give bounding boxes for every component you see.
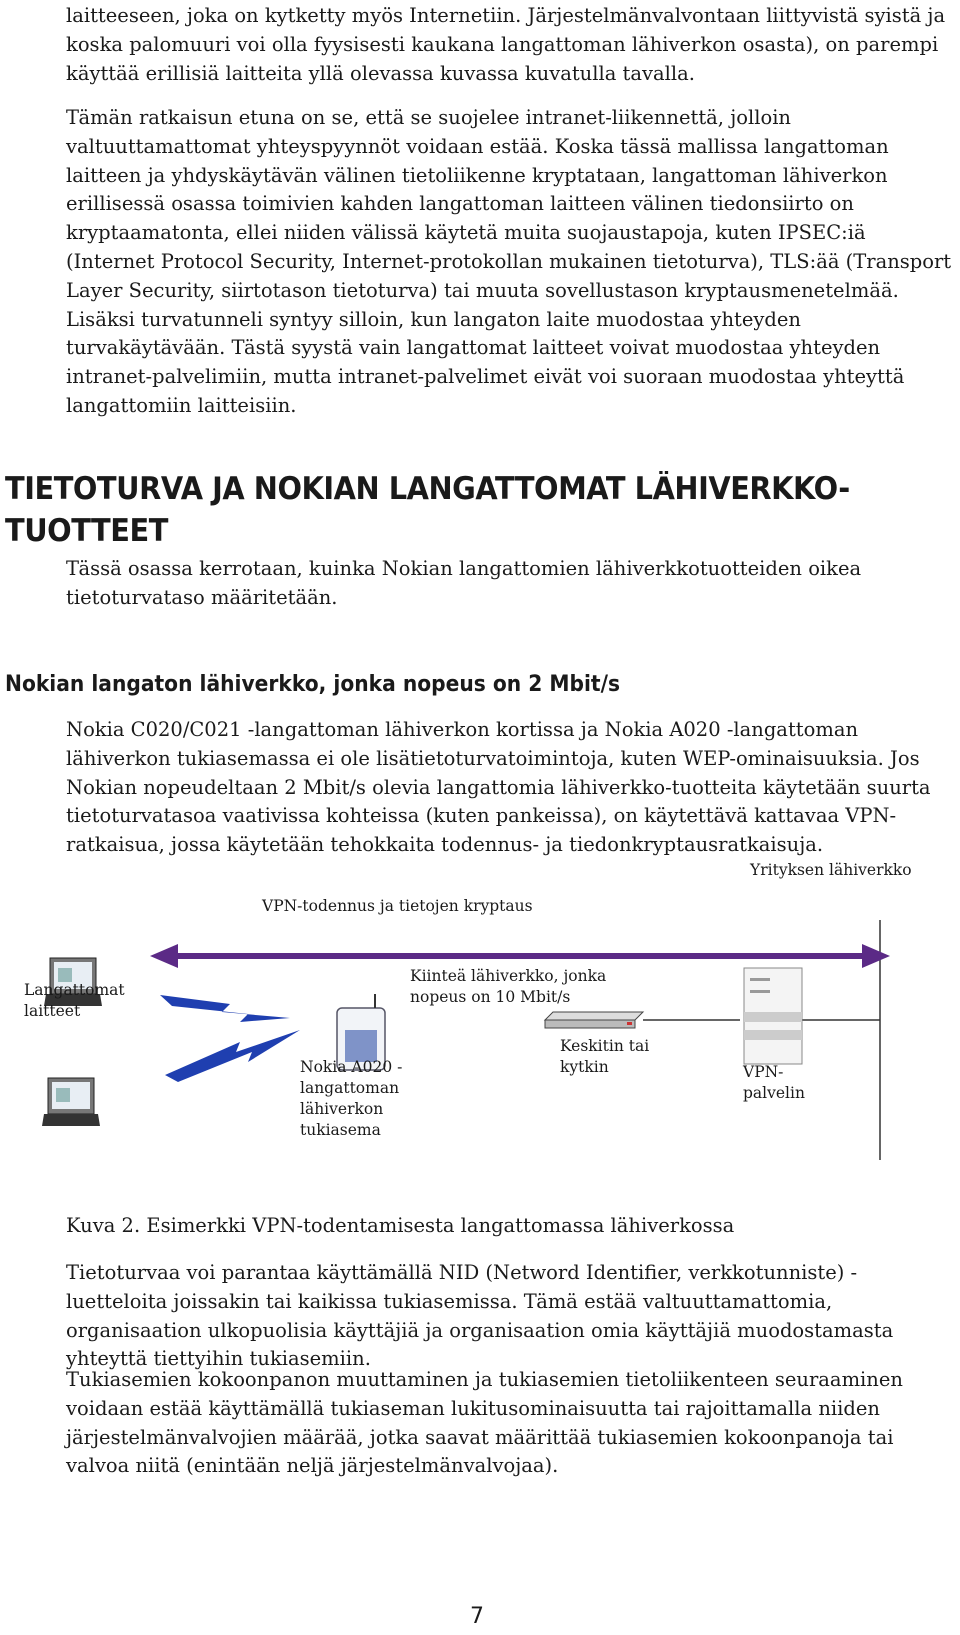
figure-caption: Kuva 2. Esimerkki VPN-todentamisesta langattomassa lähiverkossa [66,1214,735,1237]
paragraph-nid-lists: Tietoturvaa voi parantaa käyttämällä NID (Netword Identifier, verkkotunniste) -luetteloita joissakin tai kaikissa tukiasemissa. Tämä estää valtuuttamattomia, organisaation ulkopuolisia käyttäjiä ja organisaation omia käyttäjiä muodostamasta yhteyttä tiettyihin tukiasemiin. [66,1261,894,1371]
vpn-figure [0,900,960,1200]
section-heading: TIETOTURVA JA NOKIAN LANGATTOMAT LÄHIVERKKO-TUOTTEET [5,471,850,549]
access-point-label: Nokia A020 -langattoman lähiverkon tukiasema [300,1058,403,1139]
hub-label: Keskitin tai kytkin [560,1037,650,1076]
paragraph-solution-benefits: Tämän ratkaisun etuna on se, että se suojelee intranet-liikennettä, jolloin valtuuttamattomat yhteyspyynnöt voidaan estää. Koska tässä mallissa langattoman laitteen ja yhdyskäytävän välinen tietoliikenne kryptataan, langattoman lähiverkon erillisessä osassa toimivien kahden langattoman laitteen välinen tiedonsiirto on kryptaamatonta, ellei niiden välissä käytetä muita suojaustapoja, kuten IPSEC:iä (Internet Protocol Security, Internet-protokollan mukainen tietoturva), TLS:ää (Transport Layer Security, siirtotason tietoturva) tai muuta sovellustason kryptausmenetelmää. Lisäksi turvatunneli syntyy silloin, kun langaton laite muodostaa yhteyden turvakäytävään. Tästä syystä vain langattomat laitteet voivat muodostaa yhteyden intranet-palvelimiin, mutta intranet-palvelimet eivät voi suoraan muodostaa yhteyttä langattomiin laitteisiin. [66,106,952,417]
fixed-lan-label: Kiinteä lähiverkko, jonka nopeus on 10 Mbit/s [410,967,607,1006]
wireless-devices-label: Langattomat laitteet [24,981,125,1020]
vpn-server-label: VPN-palvelin [743,1063,805,1102]
vpn-arrow-label: VPN-todennus ja tietojen kryptaus [262,897,533,915]
laptop-icon [42,1078,100,1126]
wireless-signal-icon [160,995,290,1022]
paragraph-nokia-2mbit: Nokia C020/C021 -langattoman lähiverkon kortissa ja Nokia A020 -langattoman lähiverkon tukiasemassa ei ole lisätietoturvatoimintoja, kuten WEP-ominaisuuksia. Jos Nokian nopeudeltaan 2 Mbit/s olevia langattomia lähiverkko-tuotteita käytetään suurta tietoturvatasoa vaativissa kohteissa (kuten pankeissa), on käytettävä kattavaa VPN-ratkaisua, jossa käytetään tehokkaita todennus- ja tiedonkryptausratkaisuja. [66,718,931,857]
wireless-signal-icon [165,1030,300,1082]
subsection-heading: Nokian langaton lähiverkko, jonka nopeus on 2 Mbit/s [5,672,621,697]
paragraph-intro-continuation: laitteeseen, joka on kytketty myös Internetiin. Järjestelmänvalvontaan liittyvistä syistä ja koska palomuuri voi olla fyysisesti kaukana langattoman lähiverkon osasta), on parempi käyttää erillisiä laitteita yllä olevassa kuvassa kuvatulla tavalla. [66,4,946,85]
paragraph-access-point-lock: Tukiasemien kokoonpanon muuttaminen ja tukiasemien tietoliikenteen seuraaminen voidaan estää käyttämällä tukiaseman lukitusominaisuutta tai rajoittamalla niiden järjestelmänvalvojien määrää, jotka saavat määrittää tukiasemien kokoonpanoja tai valvoa niitä (enintään neljä järjestelmänvalvojaa). [66,1368,903,1478]
server-icon [744,968,802,1064]
page-number: 7 [470,1604,484,1629]
hub-icon [545,1012,643,1028]
section-intro-paragraph: Tässä osassa kerrotaan, kuinka Nokian langattomien lähiverkkotuotteiden oikea tietoturvataso määritetään. [66,557,862,609]
corporate-lan-label: Yrityksen lähiverkko [750,861,912,879]
vpn-arrow [150,944,890,968]
